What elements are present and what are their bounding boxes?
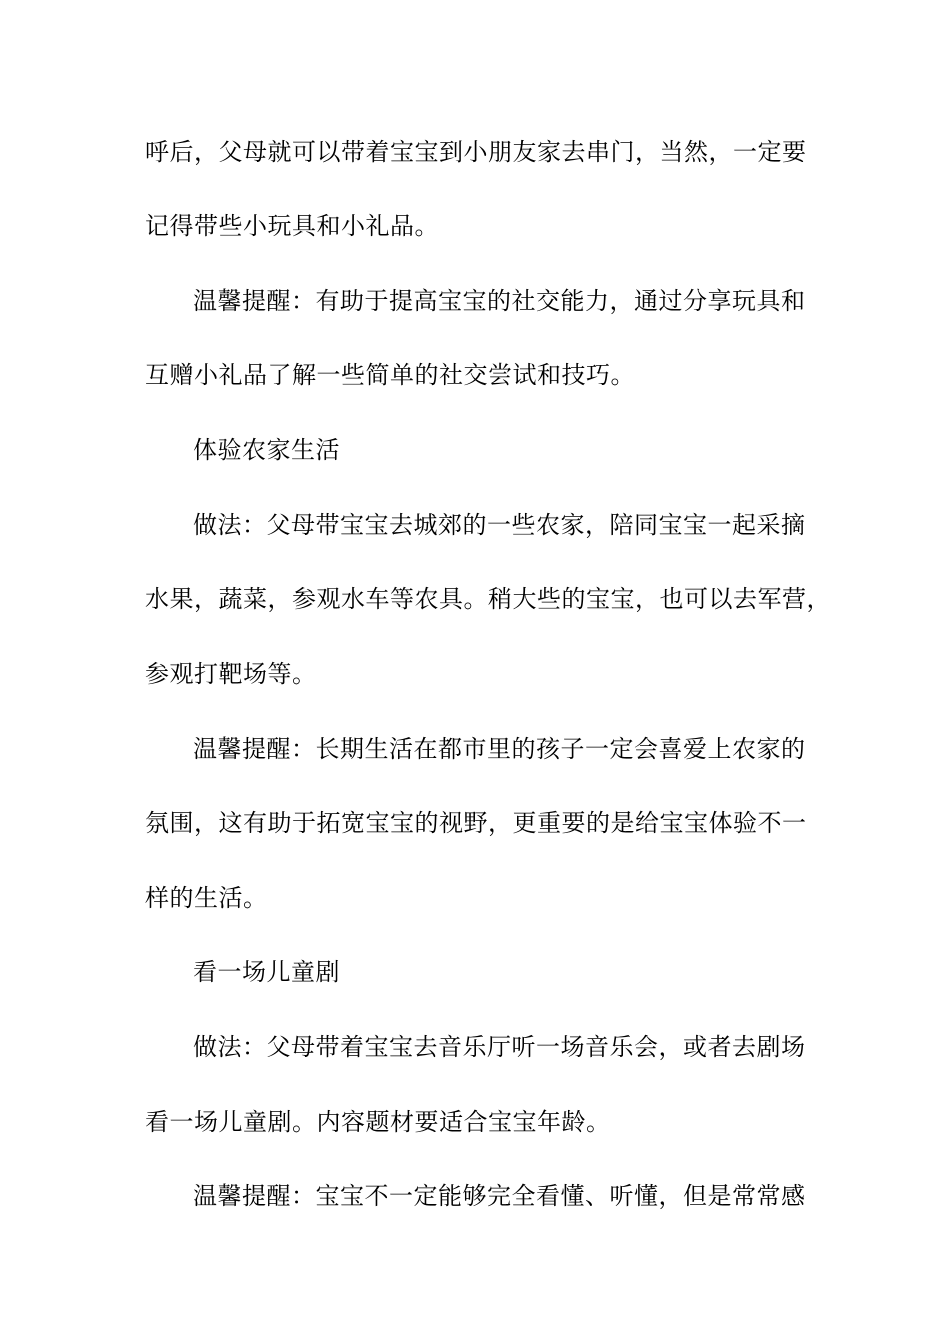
- text-line: 参观打靶场等。: [145, 660, 317, 688]
- section-heading: 体验农家生活: [193, 436, 340, 464]
- paragraph-start: 温馨提醒：有助于提高宝宝的社交能力，通过分享玩具和: [193, 287, 806, 315]
- text-line: 呼后，父母就可以带着宝宝到小朋友家去串门，当然，一定要: [145, 138, 807, 166]
- text-line: 记得带些小玩具和小礼品。: [145, 212, 439, 240]
- paragraph-start: 温馨提醒：长期生活在都市里的孩子一定会喜爱上农家的: [193, 735, 806, 763]
- text-line: 互赠小礼品了解一些简单的社交尝试和技巧。: [145, 361, 635, 389]
- text-line: 水果，蔬菜，参观水车等农具。稍大些的宝宝，也可以去军营，: [145, 585, 831, 613]
- text-line: 样的生活。: [145, 884, 268, 912]
- text-line: 看一场儿童剧。内容题材要适合宝宝年龄。: [145, 1108, 611, 1136]
- paragraph-start: 做法：父母带宝宝去城郊的一些农家，陪同宝宝一起采摘: [193, 511, 806, 539]
- paragraph-start: 温馨提醒：宝宝不一定能够完全看懂、听懂，但是常常感: [193, 1182, 806, 1210]
- section-heading: 看一场儿童剧: [193, 958, 340, 986]
- text-line: 氛围，这有助于拓宽宝宝的视野，更重要的是给宝宝体验不一: [145, 809, 807, 837]
- paragraph-start: 做法：父母带着宝宝去音乐厅听一场音乐会，或者去剧场: [193, 1033, 806, 1061]
